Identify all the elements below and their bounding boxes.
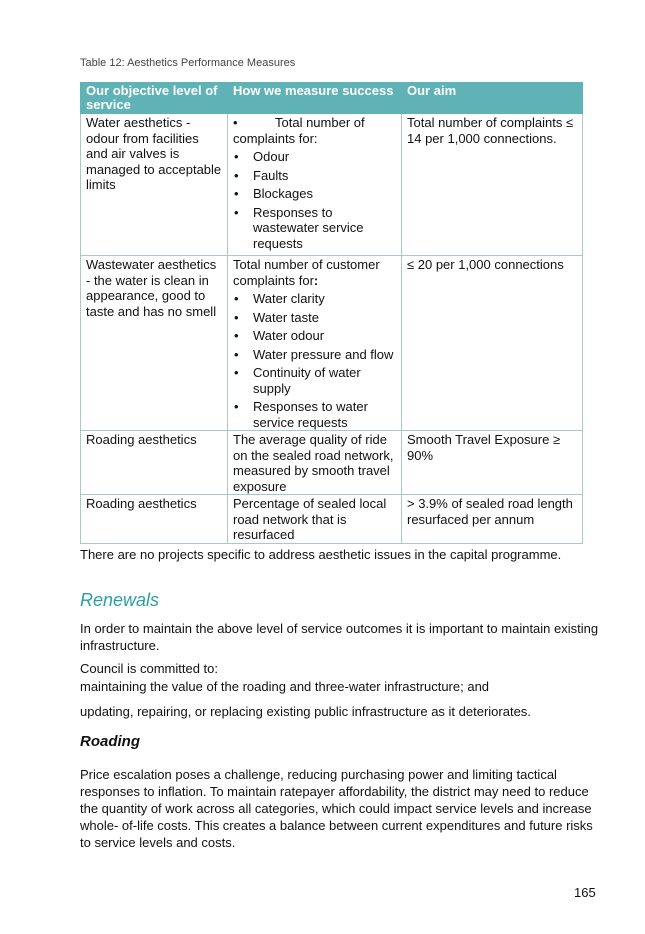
list-item: • Water odour	[233, 328, 396, 344]
list-item: • Water clarity	[233, 291, 396, 307]
renewals-paragraph-3: updating, repairing, or replacing existing public infrastructure as it deteriorates.	[80, 704, 531, 719]
measure-intro: Total number of customer complaints for:	[233, 257, 380, 288]
renewals-heading: Renewals	[80, 590, 160, 610]
header-aim: Our aim	[402, 83, 583, 114]
renewals-paragraph-1: In order to maintain the above level of service outcomes it is important to maintain existing infrastructure.	[80, 621, 599, 653]
measure-intro: • Total number of complaints for:	[233, 115, 365, 146]
cell-measure	[228, 114, 402, 256]
table-row	[81, 495, 583, 544]
cell-measure	[228, 256, 402, 431]
cell-objective: Wastewater aesthetics - the water is clean in appearance, good to taste and has no smell	[81, 256, 228, 431]
list-item: • Faults	[233, 168, 396, 184]
cell-aim: Total number of complaints ≤ 14 per 1,000 connections.	[402, 114, 583, 256]
list-item: • Continuity of water supply	[233, 365, 396, 396]
page-number: 165	[574, 885, 596, 900]
aesthetics-performance-table	[80, 82, 583, 544]
cell-measure: The average quality of ride on the sealed road network, measured by smooth travel exposure	[228, 431, 402, 495]
renewals-paragraph-2b: maintaining the value of the roading and three-water infrastructure; and	[80, 679, 490, 694]
cell-measure: Percentage of sealed local road network that is resurfaced	[228, 495, 402, 544]
list-item: • Water pressure and flow	[233, 347, 396, 363]
table-row	[81, 114, 583, 256]
table-header-row	[81, 83, 583, 114]
renewals-paragraph-2a: Council is committed to:	[80, 661, 218, 676]
table-caption: Table 12: Aesthetics Performance Measures	[80, 57, 296, 69]
list-item: • Odour	[233, 149, 396, 165]
measure-list	[233, 291, 396, 430]
measure-list	[233, 149, 396, 251]
cell-objective: Water aesthetics - odour from facilities and air valves is managed to acceptable limits	[81, 114, 228, 256]
cell-objective: Roading aesthetics	[81, 431, 228, 495]
cell-aim: > 3.9% of sealed road length resurfaced per annum	[402, 495, 583, 544]
cell-aim: Smooth Travel Exposure ≥ 90%	[402, 431, 583, 495]
header-measure: How we measure success	[228, 83, 402, 114]
cell-aim: ≤ 20 per 1,000 connections	[402, 256, 583, 431]
list-item: • Responses to wastewater service requests	[233, 205, 396, 252]
cell-objective: Roading aesthetics	[81, 495, 228, 544]
no-projects-paragraph: There are no projects specific to address aesthetic issues in the capital programme.	[80, 547, 562, 562]
roading-heading: Roading	[80, 733, 140, 750]
roading-paragraph: Price escalation poses a challenge, reducing purchasing power and limiting tactical responses to inflation. To maintain ratepayer affordability, the district may need to reduce the quantity of work across all categories, which could impact service levels and increase whole- of-life costs. This creates a balance between current expenditures and future risks to service levels and costs.	[80, 767, 593, 850]
list-item: • Water taste	[233, 310, 396, 326]
list-item: • Blockages	[233, 186, 396, 202]
header-objective: Our objective level of service	[81, 83, 228, 114]
list-item: • Responses to water service requests	[233, 399, 396, 430]
table-row	[81, 431, 583, 495]
table-row	[81, 256, 583, 431]
